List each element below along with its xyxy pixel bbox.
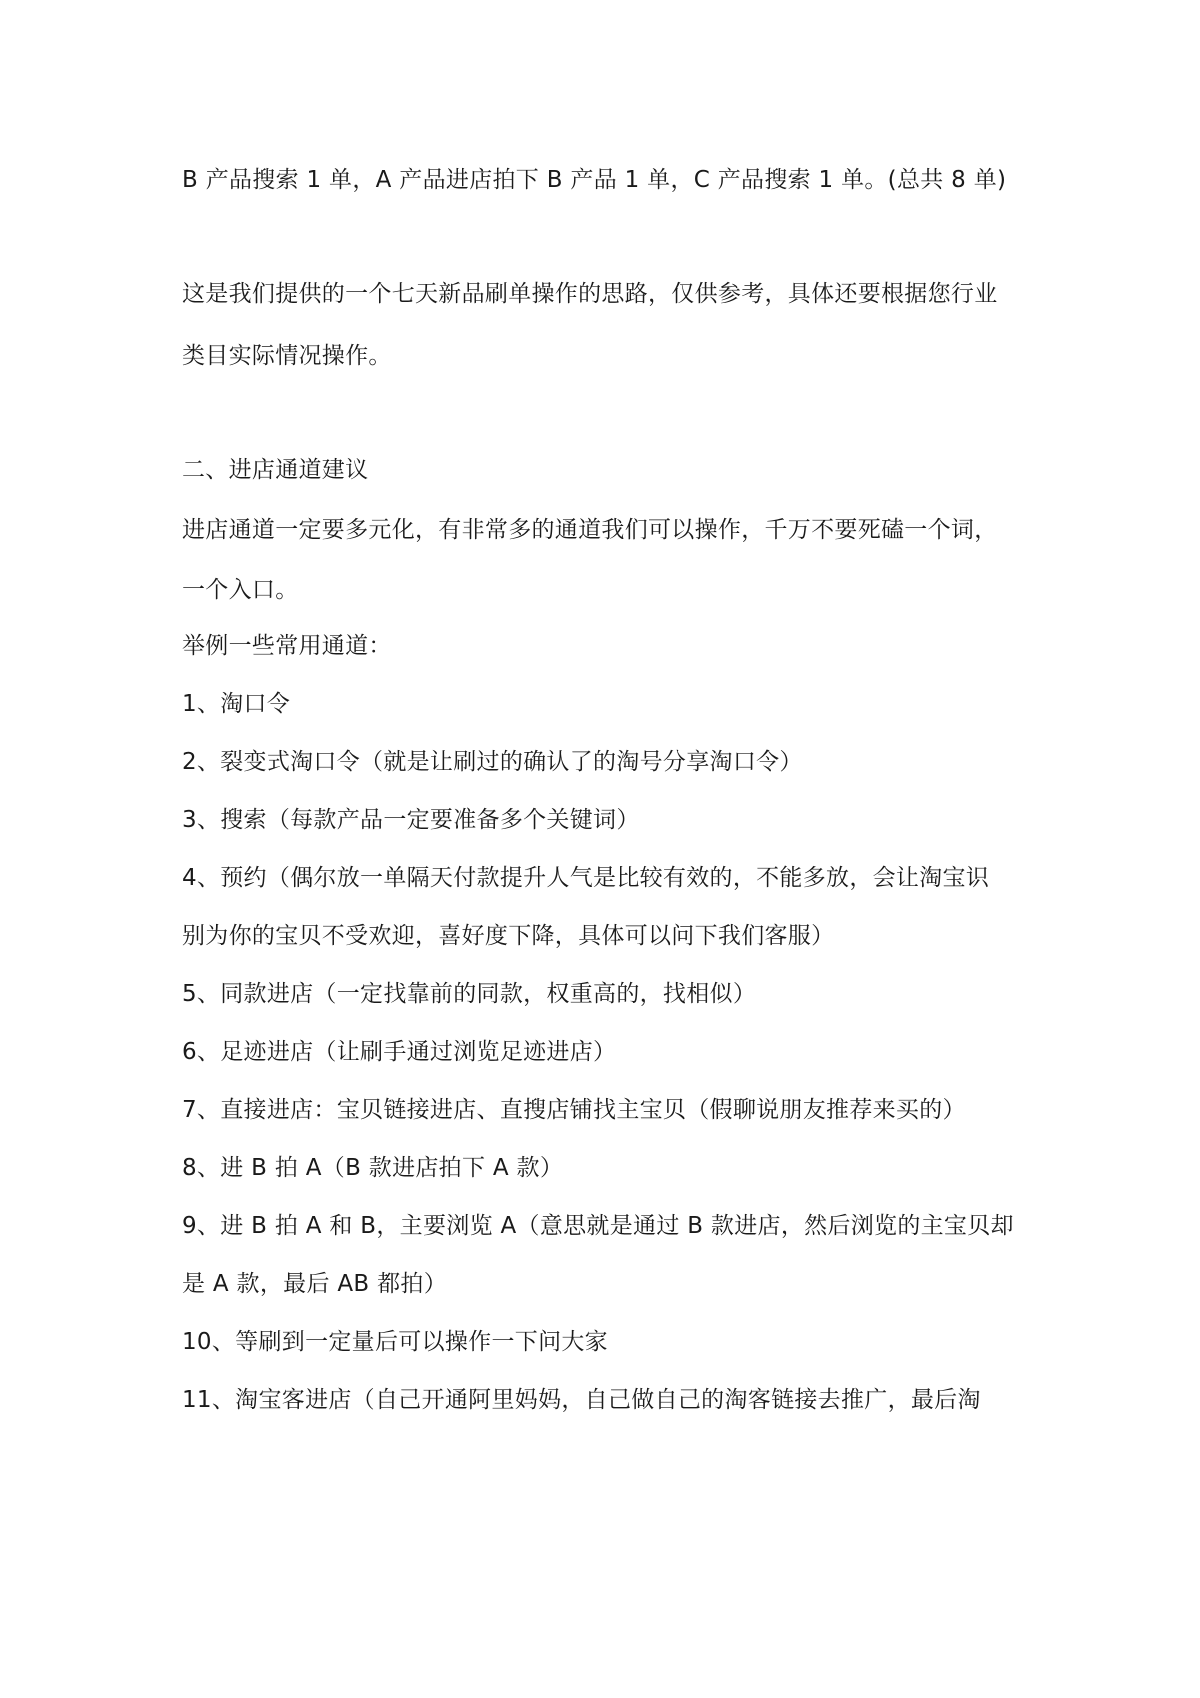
list-item-4: 4、预约（偶尔放一单隔天付款提升人气是比较有效的，不能多放，会让淘宝识	[182, 865, 990, 891]
list-item-1: 1、淘口令	[182, 691, 291, 717]
list-item-9: 9、进 B 拍 A 和 B，主要浏览 A（意思就是通过 B 款进店，然后浏览的主宝贝却	[182, 1213, 1014, 1239]
text-line-paragraph-2: 一个入口。	[182, 577, 299, 603]
list-item-11: 11、淘宝客进店（自己开通阿里妈妈，自己做自己的淘客链接去推广，最后淘	[182, 1387, 981, 1413]
text-line-list-intro: 举例一些常用通道：	[182, 633, 392, 659]
list-item-7: 7、直接进店：宝贝链接进店、直搜店铺找主宝贝（假聊说朋友推荐来买的）	[182, 1097, 966, 1123]
text-line-paragraph-1: 进店通道一定要多元化，有非常多的通道我们可以操作，千万不要死磕一个词，	[182, 517, 998, 543]
list-item-10: 10、等刷到一定量后可以操作一下问大家	[182, 1329, 608, 1355]
text-line-intro-1: 这是我们提供的一个七天新品刷单操作的思路，仅供参考，具体还要根据您行业	[182, 281, 998, 307]
list-item-5: 5、同款进店（一定找靠前的同款，权重高的，找相似）	[182, 981, 757, 1007]
section-heading: 二、进店通道建议	[182, 457, 369, 483]
list-item-8: 8、进 B 拍 A（B 款进店拍下 A 款）	[182, 1155, 564, 1181]
text-line-intro-2: 类目实际情况操作。	[182, 343, 392, 369]
list-item-6: 6、足迹进店（让刷手通过浏览足迹进店）	[182, 1039, 617, 1065]
list-item-9-continued: 是 A 款，最后 AB 都拍）	[182, 1271, 447, 1297]
list-item-3: 3、搜索（每款产品一定要准备多个关键词）	[182, 807, 640, 833]
list-item-4-continued: 别为你的宝贝不受欢迎，喜好度下降，具体可以问下我们客服）	[182, 923, 835, 949]
text-line-order-summary: B 产品搜索 1 单，A 产品进店拍下 B 产品 1 单，C 产品搜索 1 单。(总共 8 单)	[182, 167, 1007, 193]
list-item-2: 2、裂变式淘口令（就是让刷过的确认了的淘号分享淘口令）	[182, 749, 803, 775]
